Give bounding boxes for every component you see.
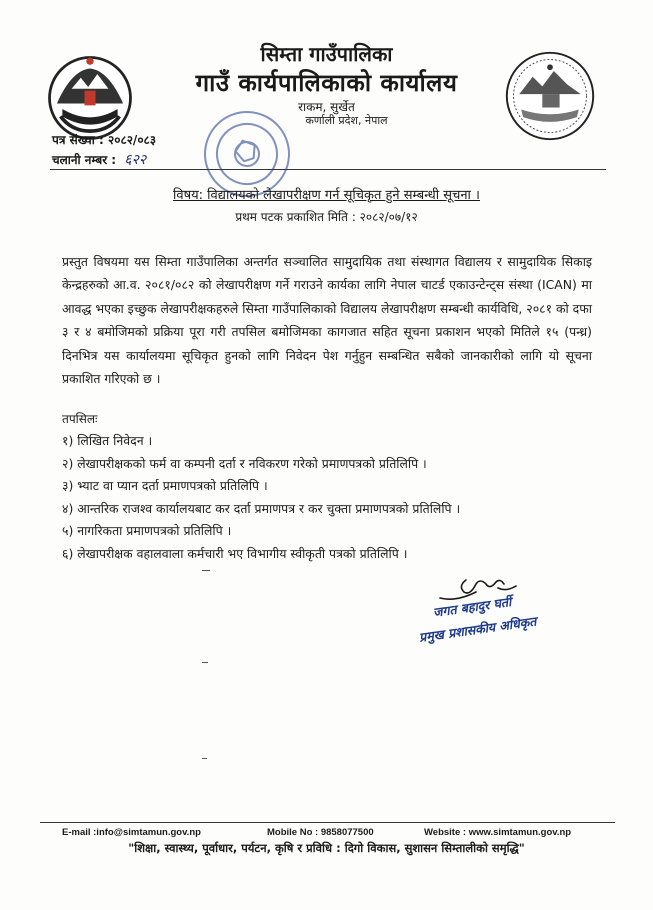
- notice-subject-text: विषय: विद्यालयको लेखापरीक्षण गर्न सूचिकृत हुने सम्बन्धी सूचना ।: [173, 188, 480, 203]
- signatory-title: प्रमुख प्रशासकीय अधिकृत: [418, 613, 538, 645]
- address-line-1: राकम, सुर्खेत: [298, 100, 355, 114]
- list-item: ५) नागरिकता प्रमाणपत्रको प्रतिलिपि ।: [62, 523, 232, 539]
- notice-body: प्रस्तुत विषयमा यस सिम्ता गाउँपालिका अन्तर्गत सञ्चालित सामुदायिक तथा संस्थागत विद्यालय र सामुदायिक सिकाइ केन्द्रहरुको आ.व. २०८१/०८२ को लेखापरीक्षण गर्ने गराउने कार्यका लागि नेपाल चाटर्ड एकाउन्टेन्ट्स संस्था (ICAN) मा आवद्ध भएका इच्छुक लेखापरीक्षकहरुले सिम्ता गाउँपालिकाको विद्यालय लेखापरीक्षण सम्बन्धी कार्यविधि, २०८१ को दफा ३ र ४ बमोजिमको प्रक्रिया पूरा गरी तपसिल बमोजिमका कागजात सहित सूचना प्रकाशन भएको मितिले १५ (पन्ध्र) दिनभित्र यस कार्यालयमा सूचिकृत हुनको लागि निवेदन पेश गर्नुहुन सम्बन्धित सबैको जानकारीको लागि यो सूचना प्रकाशित गरिएको छ ।: [62, 254, 593, 387]
- header-divider: [50, 169, 606, 170]
- municipality-name: सिम्ता गाउँपालिका: [260, 42, 393, 66]
- signatory-name: जगत बहादुर घर्ती: [432, 594, 513, 620]
- dispatch-number-value: ६२२: [124, 152, 147, 168]
- list-item: ४) आन्तरिक राजश्व कार्यालयबाट कर दर्ता प्रमाणपत्र र कर चुक्ता प्रमाणपत्रको प्रतिलिपि ।: [62, 500, 461, 516]
- office-title: गाउँ कार्यपालिकाको कार्यालय: [195, 69, 458, 97]
- footer-mobile: Mobile No : 9858077500: [267, 827, 374, 838]
- dispatch-number-label: चलानी नम्बर :: [52, 153, 117, 167]
- notice-subject: [0, 185, 653, 203]
- letter-number: पत्र संख्या : २०८२/०८३: [52, 133, 157, 147]
- stray-mark: [202, 662, 208, 663]
- published-date: प्रथम पटक प्रकाशित मिति : २०८२/०७/१२: [235, 210, 418, 224]
- stray-mark: [202, 570, 210, 571]
- footer-divider: [40, 822, 615, 823]
- dispatch-number: [52, 150, 146, 169]
- document-requirements-list: [62, 430, 460, 566]
- list-item: ३) भ्याट वा प्यान दर्ता प्रमाणपत्रको प्रतिलिपि ।: [62, 478, 268, 494]
- list-item: २) लेखापरीक्षकको फर्म वा कम्पनी दर्ता र नविकरण गरेको प्रमाणपत्रको प्रतिलिपि ।: [62, 455, 427, 471]
- footer-website: Website : www.simtamun.gov.np: [424, 827, 572, 838]
- list-heading: तपसिलः: [62, 412, 98, 426]
- address-line-2: कर्णाली प्रदेश, नेपाल: [305, 114, 388, 127]
- footer-motto: "शिक्षा, स्वास्थ्य, पूर्वाधार, पर्यटन, कृषि र प्रविधि : दिगो विकास, सुशासन सिम्ताली‍को समृद्धि": [128, 841, 525, 855]
- stray-mark: [202, 758, 207, 759]
- list-item: ६) लेखापरीक्षक वहालवाला कर्मचारी भए विभागीय स्वीकृती पत्रको प्रतिलिपि ।: [62, 545, 408, 561]
- list-item: १) लिखित निवेदन ।: [62, 433, 153, 448]
- footer-email: E-mail :info@simtamun.gov.np: [62, 827, 201, 838]
